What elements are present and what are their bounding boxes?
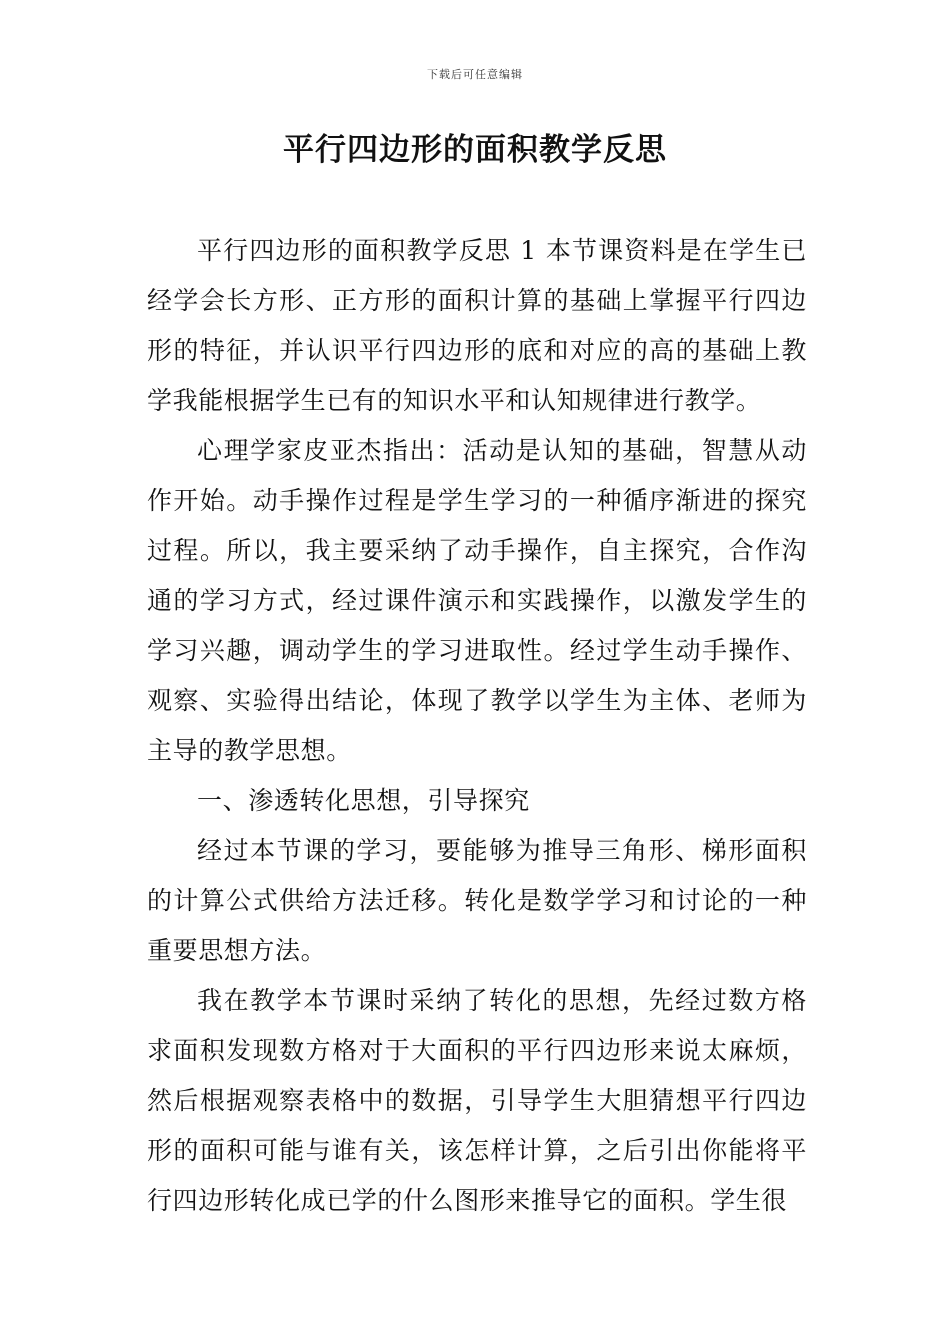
paragraph-intro: 平行四边形的面积教学反思 1 本节课资料是在学生已经学会长方形、正方形的面积计算的基础上掌握平行四边形的特征，并认识平行四边形的底和对应的高的基础上教学我能根据学生已有的知识水平和认知规律进行教学。 [147, 236, 807, 415]
section-heading-1: 一、渗透转化思想，引导探究 [197, 786, 530, 815]
paragraph-piaget: 心理学家皮亚杰指出：活动是认知的基础，智慧从动作开始。动手操作过程是学生学习的一种循序渐进的探究过程。所以，我主要采纳了动手操作，自主探究，合作沟通的学习方式，经过课件演示和实践操作，以激发学生的学习兴趣，调动学生的学习进取性。经过学生动手操作、观察、实验得出结论，体现了教学以学生为主体、老师为主导的教学思想。 [147, 436, 807, 765]
paragraph-transformation: 我在教学本节课时采纳了转化的思想，先经过数方格求面积发现数方格对于大面积的平行四边形来说太麻烦，然后根据观察表格中的数据，引导学生大胆猜想平行四边形的面积可能与谁有关，该怎样计算，之后引出你能将平行四边形转化成已学的什么图形来推导它的面积。学生很 [147, 986, 807, 1215]
paragraph-transfer: 经过本节课的学习，要能够为推导三角形、梯形面积的计算公式供给方法迁移。转化是数学学习和讨论的一种重要思想方法。 [147, 836, 807, 965]
document-body [147, 226, 807, 1226]
document-title: 平行四边形的面积教学反思 [283, 132, 667, 168]
header-note: 下载后可任意编辑 [427, 68, 523, 81]
